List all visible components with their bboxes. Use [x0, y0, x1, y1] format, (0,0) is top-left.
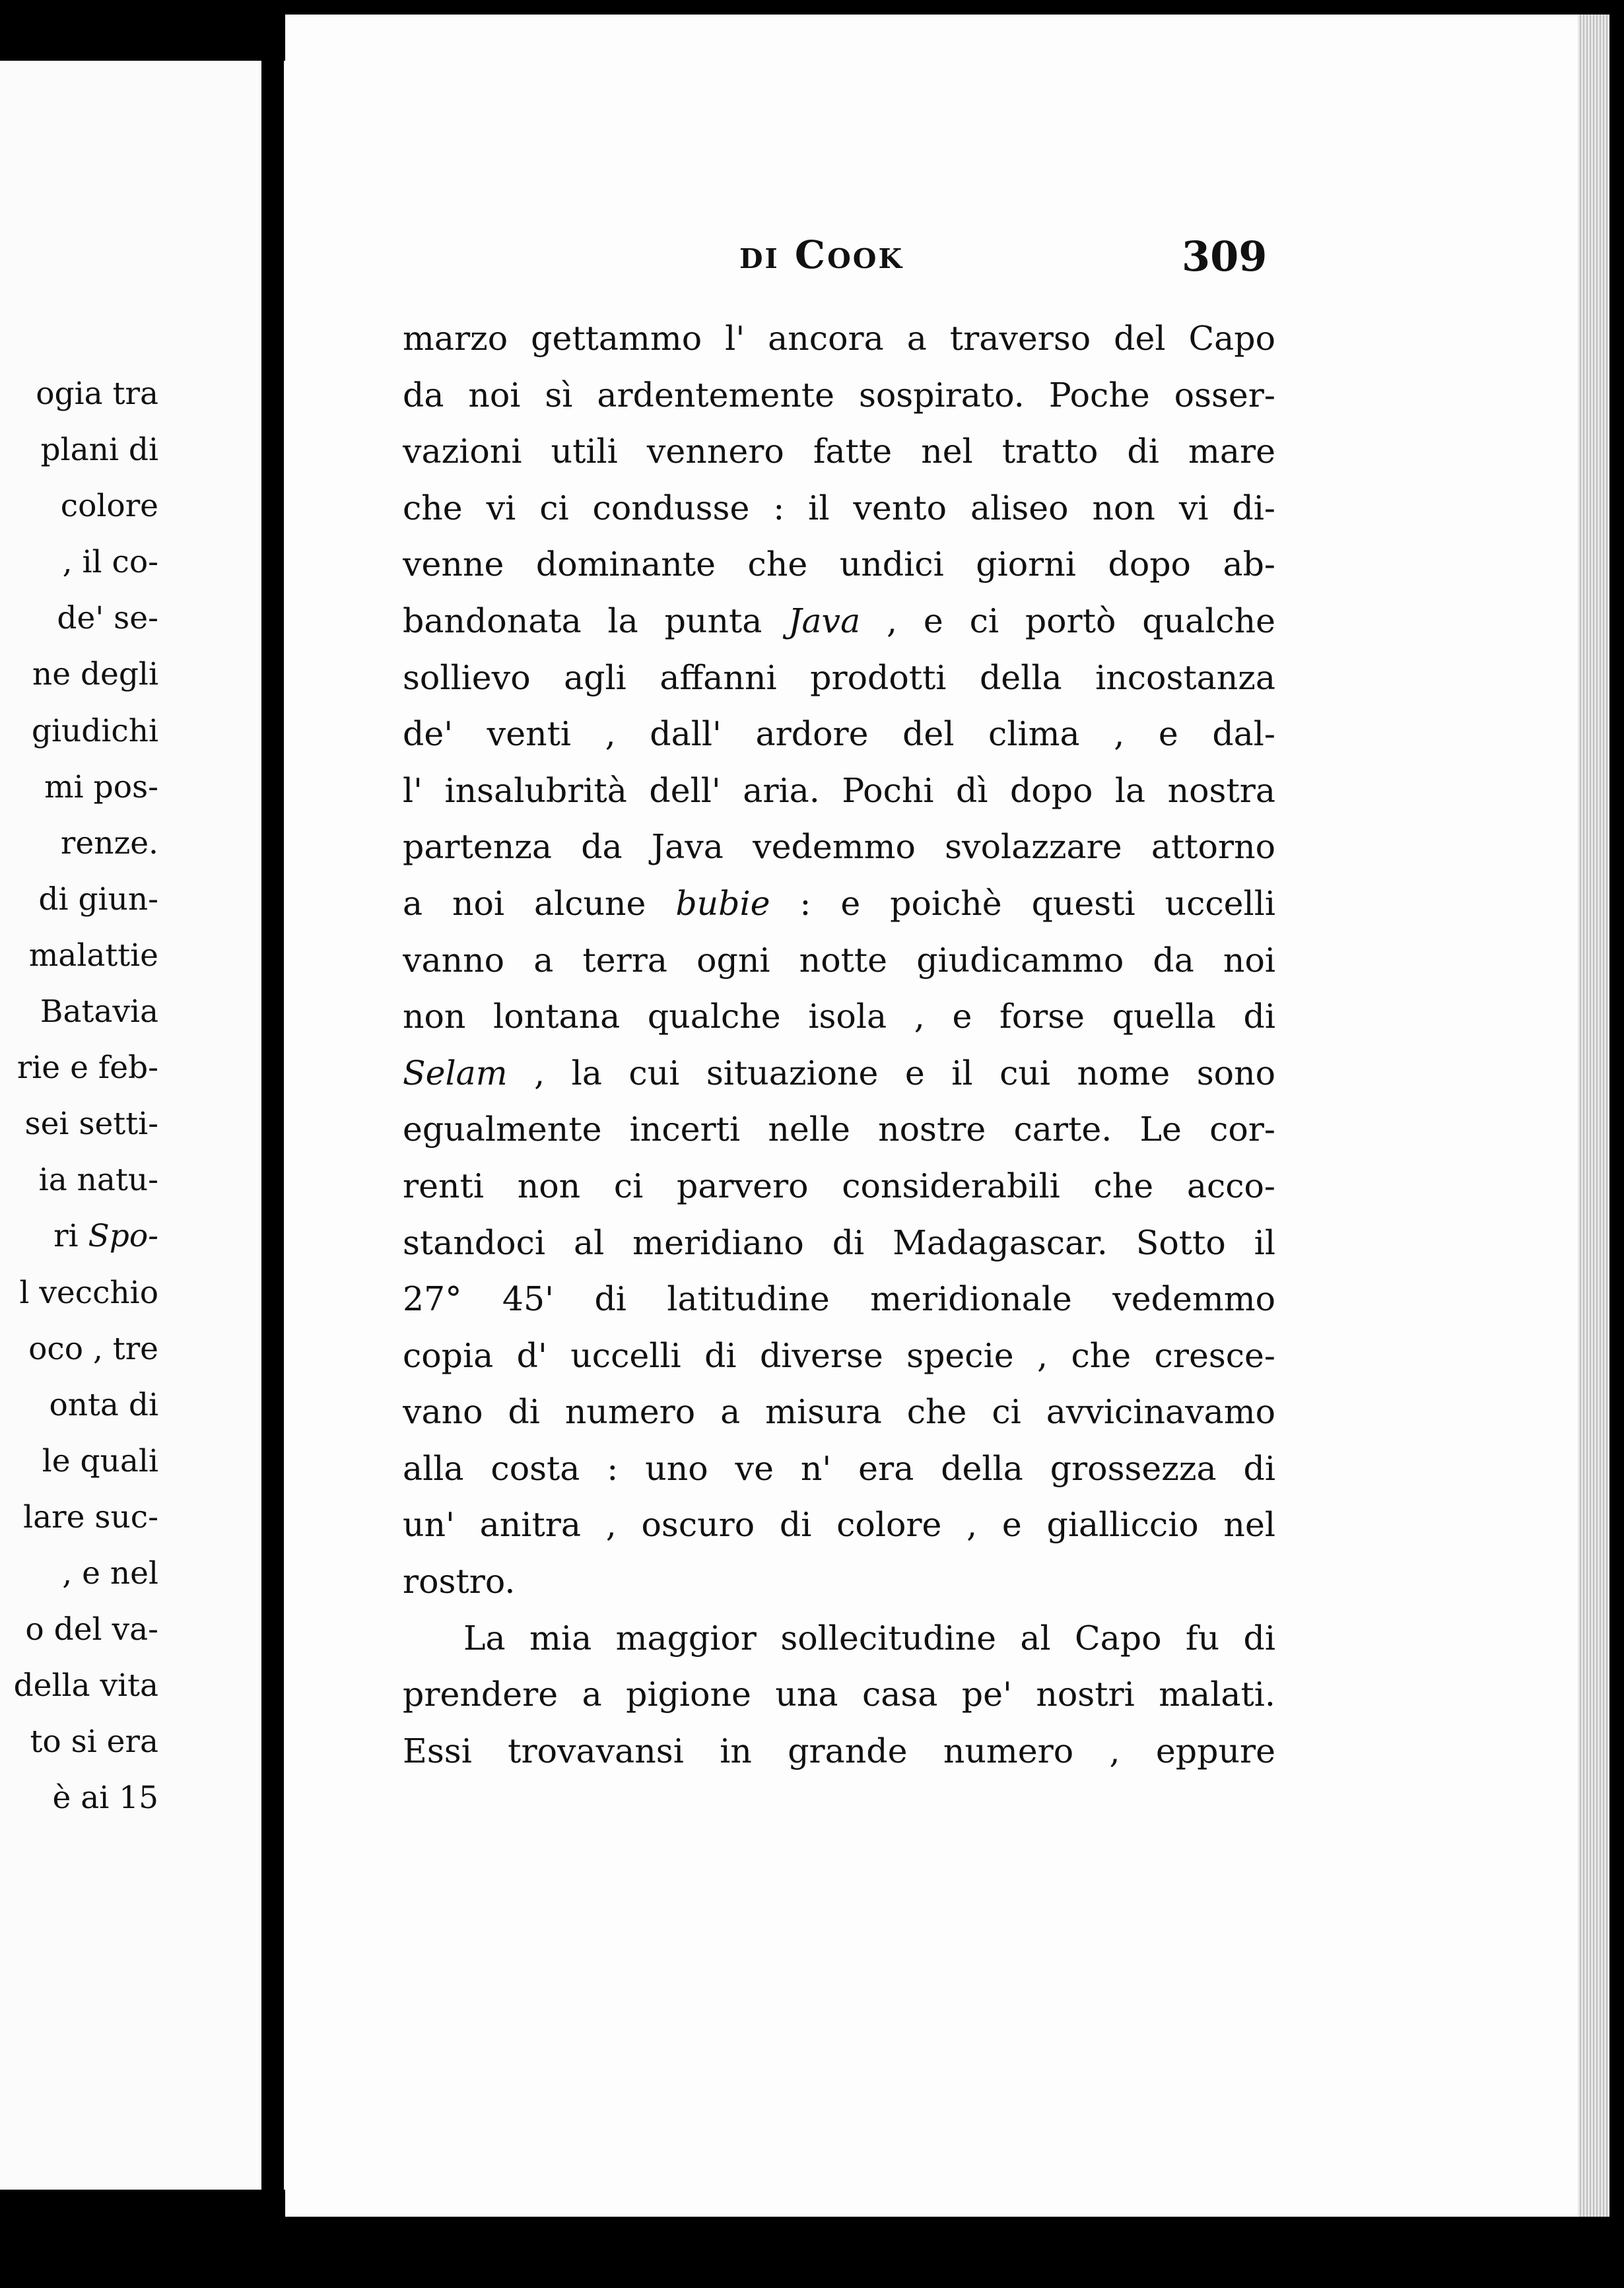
text-line: un' anitra , oscuro di colore , e gialliccio nel [403, 1505, 1275, 1545]
previous-page-line: lare suc- [23, 1498, 158, 1535]
text-line: venne dominante che undici giorni dopo ab- [403, 545, 1275, 584]
previous-page-line: colore [60, 488, 158, 525]
italic-word: Spo- [88, 1218, 158, 1255]
text-line: vanno a terra ogni notte giudicammo da noi [403, 940, 1275, 980]
text-segment: ri [53, 1218, 88, 1255]
previous-page-line: ia natu- [38, 1162, 158, 1199]
text-line: prendere a pigione una casa pe' nostri malati. [403, 1675, 1275, 1714]
book-spine [261, 26, 284, 2198]
text-line: La mia maggior sollecitudine al Capo fu di [463, 1618, 1275, 1658]
page-number: 309 [1182, 232, 1268, 281]
italic-place-name: Selam [403, 1053, 508, 1093]
previous-page-line: l vecchio [19, 1274, 158, 1311]
previous-page-line: plani di [40, 432, 158, 469]
previous-page-line: rie e feb- [17, 1050, 158, 1087]
text-line [403, 593, 1275, 650]
previous-page-line [14, 1208, 158, 1264]
text-line: sollievo agli affanni prodotti della incostanza [403, 657, 1275, 697]
text-segment: : e poichè questi uccelli [770, 883, 1275, 923]
text-line: da noi sì ardentemente sospirato. Poche osser- [403, 375, 1275, 415]
body-text [403, 310, 1275, 1779]
previous-page-line: sei setti- [24, 1106, 158, 1143]
previous-page-line: de' se- [57, 600, 158, 637]
text-line: Essi trovavansi in grande numero , eppure [403, 1731, 1275, 1770]
previous-page-line: della vita [13, 1667, 158, 1704]
text-segment: , la cui situazione e il cui nome sono [507, 1053, 1275, 1093]
text-segment: a noi alcune [403, 883, 676, 923]
text-line [403, 875, 1275, 932]
text-line: renti non ci parvero considerabili che acco- [403, 1166, 1275, 1205]
text-line: copia d' uccelli di diverse specie , che cresce- [403, 1335, 1275, 1375]
text-line: egualmente incerti nelle nostre carte. Le cor- [403, 1110, 1275, 1149]
text-line: l' insalubrità dell' aria. Pochi dì dopo la nostra [403, 770, 1275, 810]
previous-page-line: giudichi [31, 712, 158, 749]
text-line [403, 1045, 1275, 1102]
previous-page-line: è ai 15 [52, 1780, 158, 1817]
previous-page-line: ogia tra [36, 376, 158, 412]
previous-page-line: , e nel [62, 1555, 158, 1592]
running-head: di Cook [739, 232, 904, 277]
previous-page-line: , il co- [62, 544, 158, 581]
previous-page-line: onta di [49, 1386, 158, 1423]
previous-page-line: to si era [30, 1724, 158, 1761]
text-line: de' venti , dall' ardore del clima , e dal- [403, 714, 1275, 754]
text-segment: bandonata la punta [403, 601, 789, 640]
previous-page-text [14, 366, 158, 1826]
previous-page-line: malattie [28, 937, 158, 974]
text-line: marzo gettammo l' ancora a traverso del Capo [403, 319, 1275, 358]
previous-page-fragment [0, 61, 305, 2190]
text-line: standoci al meridiano di Madagascar. Sotto il [403, 1223, 1275, 1262]
italic-place-name: bubie [675, 883, 770, 923]
text-line: 27° 45' di latitudine meridionale vedemmo [403, 1279, 1275, 1319]
previous-page-line: renze. [60, 824, 158, 861]
italic-place-name: Java [788, 601, 861, 640]
previous-page-line: mi pos- [44, 768, 158, 805]
page-edges [1578, 15, 1609, 2217]
text-line: alla costa : uno ve n' era della grossezza di [403, 1448, 1275, 1488]
previous-page-line: Batavia [40, 993, 158, 1030]
text-line: vano di numero a misura che ci avvicinavamo [403, 1392, 1275, 1432]
text-line: partenza da Java vedemmo svolazzare attorno [403, 827, 1275, 867]
previous-page-line: di giun- [38, 881, 158, 918]
text-line: che vi ci condusse : il vento aliseo non vi di- [403, 488, 1275, 527]
previous-page-line: o del va- [25, 1611, 158, 1648]
previous-page-line: oco , tre [28, 1330, 158, 1367]
text-segment: , e ci portò qualche [860, 601, 1275, 640]
text-line: rostro. [403, 1562, 516, 1601]
previous-page-line: ne degli [32, 656, 158, 693]
text-line: non lontana qualche isola , e forse quella di [403, 997, 1275, 1036]
text-line: vazioni utili vennero fatte nel tratto di mare [403, 432, 1275, 471]
previous-page-line: le quali [42, 1442, 158, 1479]
